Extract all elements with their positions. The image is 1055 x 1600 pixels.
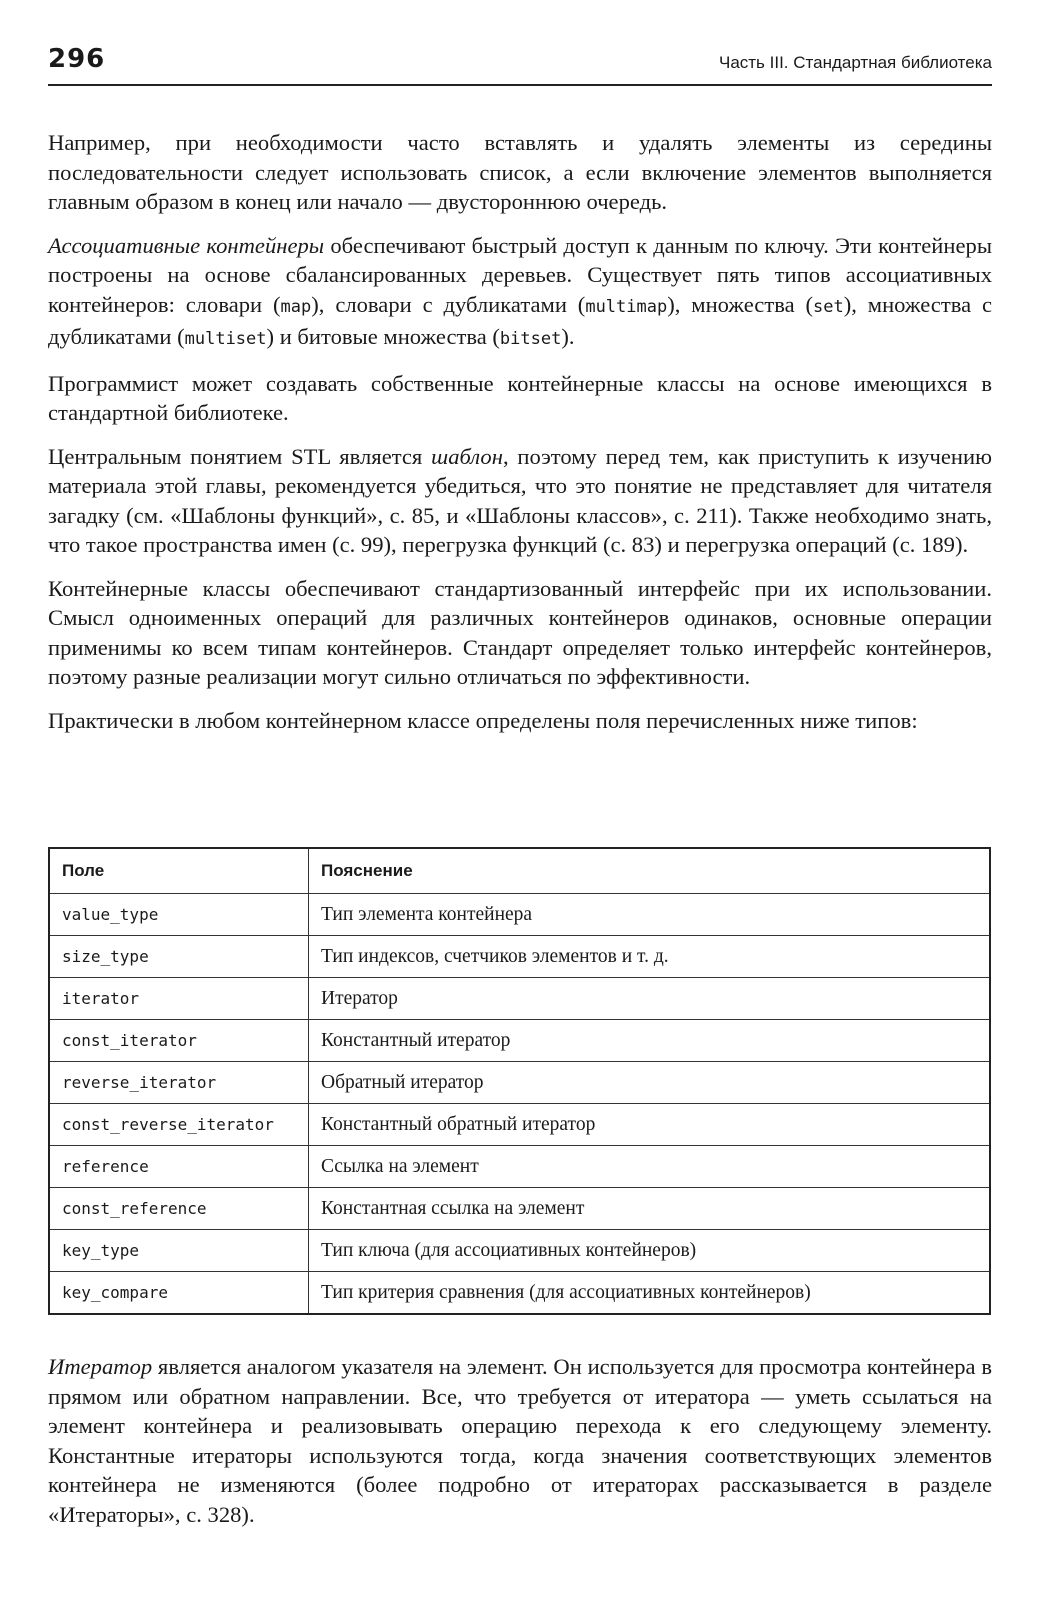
paragraph-5: Контейнерные классы обеспечивают стандартизованный интерфейс при их использовании. Смысл одноименных операций для различных контейнеров одинаков, основные операции применимы ко всем типам контейнеров. Стандарт определяет только интерфейс контейнеров, поэтому разные реализации могут сильно отличаться по эффективности. xyxy=(48,575,992,689)
description-cell: Константный обратный итератор xyxy=(309,1104,991,1146)
description-cell: Итератор xyxy=(309,978,991,1020)
table-row xyxy=(49,894,990,936)
field-cell: reverse_iterator xyxy=(49,1062,309,1104)
paragraph-2 xyxy=(48,231,992,355)
page-number: 296 xyxy=(48,44,106,74)
table-row xyxy=(49,1272,990,1315)
paragraph-2-text-f: ). xyxy=(561,324,575,349)
paragraph-2-text-b: ), словари с дубликатами ( xyxy=(311,291,586,317)
description-cell: Тип индексов, счетчиков элементов и т. д. xyxy=(309,936,991,978)
table-row xyxy=(49,936,990,978)
field-cell: const_iterator xyxy=(49,1020,309,1062)
table-row xyxy=(49,1020,990,1062)
column-header-description: Пояснение xyxy=(309,848,991,894)
paragraph-4 xyxy=(48,442,992,560)
paragraph-2-text-d: ), множества с дубликатами ( xyxy=(48,291,992,349)
table-row xyxy=(49,1146,990,1188)
code-bitset: bitset xyxy=(499,329,562,349)
field-cell: value_type xyxy=(49,894,309,936)
table-row xyxy=(49,978,990,1020)
paragraph-7-text: является аналогом указателя на элемент. Он используется для просмотра контейнера в прямом или обратном направлении. Все, что требуется от итератора — уметь ссылаться на элемент контейнера и реализовывать операцию перехода к его следующему элементу. Константные итераторы используются тогда, когда значения соответствующих элементов контейнера не изменяются (более подробно от итераторах рассказывается в разделе «Итераторы», с. 328). xyxy=(48,1354,992,1527)
paragraph-2-text-e: ) и битовые множества ( xyxy=(266,324,500,349)
field-cell: key_compare xyxy=(49,1272,309,1315)
running-head: Часть III. Стандартная библиотека xyxy=(718,53,992,72)
description-cell: Тип ключа (для ассоциативных контейнеров) xyxy=(309,1230,991,1272)
field-cell: const_reverse_iterator xyxy=(49,1104,309,1146)
table-row xyxy=(49,1104,990,1146)
paragraph-4-text-a: Центральным понятием STL является xyxy=(48,443,432,469)
table-row xyxy=(49,1230,990,1272)
term-associative-containers: Ассоциативные контейнеры xyxy=(48,232,325,258)
field-cell: iterator xyxy=(49,978,309,1020)
paragraph-7 xyxy=(48,1352,992,1529)
paragraph-1: Например, при необходимости часто вставлять и удалять элементы из середины последовательности следует использовать список, а если включение элементов выполняется главным образом в конец или начало — двустороннюю очередь. xyxy=(48,130,992,214)
paragraph-6: Практически в любом контейнерном классе определены поля перечисленных ниже типов: xyxy=(48,707,918,733)
code-multiset: multiset xyxy=(184,329,267,349)
description-cell: Константная ссылка на элемент xyxy=(309,1188,991,1230)
description-cell: Обратный итератор xyxy=(309,1062,991,1104)
column-header-field: Поле xyxy=(49,848,309,894)
field-cell: size_type xyxy=(49,936,309,978)
body-text xyxy=(48,128,992,749)
paragraph-3: Программист может создавать собственные контейнерные классы на основе имеющихся в стандартной библиотеке. xyxy=(48,370,992,425)
page-header xyxy=(48,44,992,86)
paragraph-2-text-a: обеспечивают быстрый доступ к данным по ключу. Эти контейнеры построены на основе сбалансированных деревьев. Существует пять типов ассоциативных контейнеров: словари ( xyxy=(48,232,992,317)
term-template: шаблон xyxy=(431,443,503,469)
field-cell: reference xyxy=(49,1146,309,1188)
description-cell: Константный итератор xyxy=(309,1020,991,1062)
table-row xyxy=(49,1188,990,1230)
code-map: map xyxy=(280,296,312,317)
description-cell: Тип элемента контейнера xyxy=(309,894,991,936)
table-row xyxy=(49,1062,990,1104)
field-cell: const_reference xyxy=(49,1188,309,1230)
description-cell: Тип критерия сравнения (для ассоциативных контейнеров) xyxy=(309,1272,991,1315)
table-header-row xyxy=(49,848,990,894)
code-multimap: multimap xyxy=(585,296,668,317)
term-iterator: Итератор xyxy=(48,1354,153,1379)
container-types-table xyxy=(48,847,991,1315)
paragraph-2-text-c: ), множества ( xyxy=(667,291,813,317)
body-text-after-table xyxy=(48,1352,992,1529)
field-cell: key_type xyxy=(49,1230,309,1272)
code-set: set xyxy=(813,296,844,317)
description-cell: Ссылка на элемент xyxy=(309,1146,991,1188)
paragraph-4-text-b: , поэтому перед тем, как приступить к изучению материала этой главы, рекомендуется убедиться, что это понятие не представляет для читателя загадку (см. «Шаблоны функций», с. 85, и «Шаблоны классов», с. 211). Также необходимо знать, что такое пространства имен (с. 99), перегрузка функций (с. 83) и перегрузка операций (с. 189). xyxy=(48,443,992,557)
